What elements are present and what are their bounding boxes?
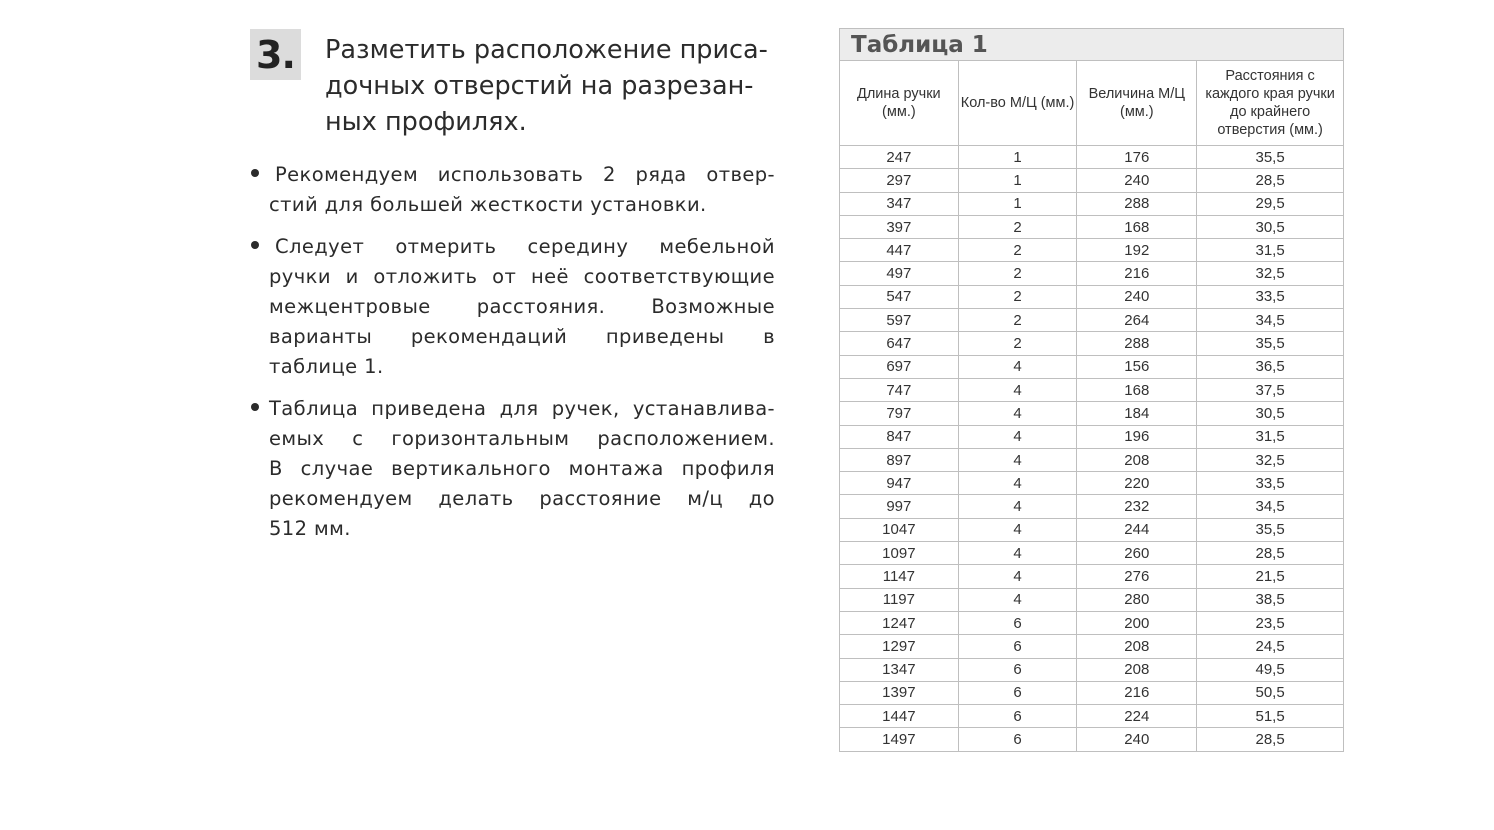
table-cell: 4 xyxy=(958,378,1077,401)
instruction-line: варианты рекомендаций приведены в xyxy=(269,325,775,348)
table-cell: 196 xyxy=(1077,425,1197,448)
instruction-item xyxy=(250,160,775,220)
bullet-dot-icon xyxy=(251,169,259,177)
table-header-row xyxy=(840,61,1344,146)
column-header: Величина М/Ц (мм.) xyxy=(1077,61,1197,146)
instruction-line: Рекомендуем использовать 2 ряда отвер- xyxy=(275,163,775,186)
table-row xyxy=(840,611,1344,634)
table-cell: 1147 xyxy=(840,565,959,588)
table-cell: 6 xyxy=(958,705,1077,728)
instruction-line: таблице 1. xyxy=(269,355,384,378)
table-cell: 176 xyxy=(1077,146,1197,169)
column-header: Расстояния с каждого края ручки до крайнего отверстия (мм.) xyxy=(1197,61,1344,146)
table-cell: 1247 xyxy=(840,611,959,634)
table-cell: 28,5 xyxy=(1197,169,1344,192)
table-cell: 1297 xyxy=(840,635,959,658)
table-cell: 497 xyxy=(840,262,959,285)
instruction-line: В случае вертикального монтажа профиля xyxy=(269,457,775,480)
instruction-line: Таблица приведена для ручек, устанавлива- xyxy=(269,397,775,420)
table-row xyxy=(840,565,1344,588)
table-cell: 38,5 xyxy=(1197,588,1344,611)
table-row xyxy=(840,239,1344,262)
table-row xyxy=(840,588,1344,611)
table-cell: 260 xyxy=(1077,542,1197,565)
table-cell: 847 xyxy=(840,425,959,448)
table-body xyxy=(840,146,1344,752)
table-cell: 192 xyxy=(1077,239,1197,262)
step-title xyxy=(325,32,775,140)
table-cell: 33,5 xyxy=(1197,285,1344,308)
instruction-line: Следует отмерить середину мебельной xyxy=(275,235,775,258)
table-cell: 184 xyxy=(1077,402,1197,425)
table-cell: 2 xyxy=(958,309,1077,332)
table-cell: 247 xyxy=(840,146,959,169)
table-row xyxy=(840,635,1344,658)
table-row xyxy=(840,215,1344,238)
instruction-item xyxy=(250,232,775,382)
instruction-line: межцентровые расстояния. Возможные xyxy=(269,295,775,318)
table-cell: 224 xyxy=(1077,705,1197,728)
table-cell: 200 xyxy=(1077,611,1197,634)
table-row xyxy=(840,146,1344,169)
table-cell: 4 xyxy=(958,355,1077,378)
table-cell: 240 xyxy=(1077,169,1197,192)
instruction-line: рекомендуем делать расстояние м/ц до xyxy=(269,487,775,510)
table-cell: 168 xyxy=(1077,378,1197,401)
table-cell: 1047 xyxy=(840,518,959,541)
table-cell: 35,5 xyxy=(1197,332,1344,355)
table-cell: 447 xyxy=(840,239,959,262)
table-caption: Таблица 1 xyxy=(840,29,1344,61)
table-row xyxy=(840,705,1344,728)
table-cell: 547 xyxy=(840,285,959,308)
table-cell: 288 xyxy=(1077,332,1197,355)
table-cell: 288 xyxy=(1077,192,1197,215)
table-cell: 28,5 xyxy=(1197,542,1344,565)
table-cell: 37,5 xyxy=(1197,378,1344,401)
table-cell: 51,5 xyxy=(1197,705,1344,728)
table-cell: 597 xyxy=(840,309,959,332)
table-cell: 6 xyxy=(958,728,1077,751)
table-cell: 897 xyxy=(840,448,959,471)
instruction-item xyxy=(250,394,775,544)
table-cell: 36,5 xyxy=(1197,355,1344,378)
table-cell: 21,5 xyxy=(1197,565,1344,588)
table-cell: 6 xyxy=(958,635,1077,658)
table-cell: 35,5 xyxy=(1197,146,1344,169)
step-title-line: ных профилях. xyxy=(325,107,527,137)
table-cell: 2 xyxy=(958,215,1077,238)
table-cell: 35,5 xyxy=(1197,518,1344,541)
table-row xyxy=(840,542,1344,565)
step-number-badge: 3. xyxy=(250,29,301,80)
bullet-dot-icon xyxy=(251,403,259,411)
table-cell: 31,5 xyxy=(1197,239,1344,262)
table-cell: 208 xyxy=(1077,658,1197,681)
table-cell: 6 xyxy=(958,658,1077,681)
table-cell: 240 xyxy=(1077,728,1197,751)
instruction-line: емых с горизонтальным расположением. xyxy=(269,427,775,450)
table-cell: 276 xyxy=(1077,565,1197,588)
table-cell: 28,5 xyxy=(1197,728,1344,751)
instruction-line: 512 мм. xyxy=(269,517,351,540)
table-cell: 23,5 xyxy=(1197,611,1344,634)
table-cell: 30,5 xyxy=(1197,215,1344,238)
table-cell: 1447 xyxy=(840,705,959,728)
table-cell: 347 xyxy=(840,192,959,215)
table-cell: 4 xyxy=(958,472,1077,495)
table-row xyxy=(840,378,1344,401)
table-cell: 32,5 xyxy=(1197,262,1344,285)
table-cell: 6 xyxy=(958,611,1077,634)
table-cell: 2 xyxy=(958,332,1077,355)
table-row xyxy=(840,658,1344,681)
table-cell: 32,5 xyxy=(1197,448,1344,471)
column-header: Кол-во М/Ц (мм.) xyxy=(958,61,1077,146)
table-cell: 49,5 xyxy=(1197,658,1344,681)
table-row xyxy=(840,495,1344,518)
table-row xyxy=(840,448,1344,471)
table-cell: 244 xyxy=(1077,518,1197,541)
table-cell: 4 xyxy=(958,495,1077,518)
table-cell: 34,5 xyxy=(1197,309,1344,332)
table-cell: 697 xyxy=(840,355,959,378)
table-cell: 240 xyxy=(1077,285,1197,308)
table-cell: 50,5 xyxy=(1197,681,1344,704)
table-row xyxy=(840,728,1344,751)
table-cell: 1197 xyxy=(840,588,959,611)
table-cell: 4 xyxy=(958,588,1077,611)
table-cell: 30,5 xyxy=(1197,402,1344,425)
table-row xyxy=(840,309,1344,332)
table-row xyxy=(840,192,1344,215)
table-cell: 1397 xyxy=(840,681,959,704)
table-cell: 6 xyxy=(958,681,1077,704)
table-cell: 997 xyxy=(840,495,959,518)
table-cell: 208 xyxy=(1077,448,1197,471)
table-cell: 1347 xyxy=(840,658,959,681)
table-cell: 4 xyxy=(958,402,1077,425)
table-cell: 232 xyxy=(1077,495,1197,518)
table-cell: 4 xyxy=(958,448,1077,471)
table-row xyxy=(840,518,1344,541)
table-cell: 34,5 xyxy=(1197,495,1344,518)
table-cell: 797 xyxy=(840,402,959,425)
table-cell: 1 xyxy=(958,169,1077,192)
table-row xyxy=(840,425,1344,448)
table-cell: 747 xyxy=(840,378,959,401)
table-row xyxy=(840,332,1344,355)
table-row xyxy=(840,402,1344,425)
table-cell: 1097 xyxy=(840,542,959,565)
table-cell: 297 xyxy=(840,169,959,192)
table-cell: 156 xyxy=(1077,355,1197,378)
table-cell: 397 xyxy=(840,215,959,238)
table-cell: 1497 xyxy=(840,728,959,751)
table-cell: 208 xyxy=(1077,635,1197,658)
table-cell: 33,5 xyxy=(1197,472,1344,495)
table-row xyxy=(840,472,1344,495)
table-cell: 2 xyxy=(958,285,1077,308)
table-cell: 1 xyxy=(958,146,1077,169)
table-cell: 216 xyxy=(1077,681,1197,704)
table-row xyxy=(840,681,1344,704)
table-cell: 216 xyxy=(1077,262,1197,285)
table-cell: 1 xyxy=(958,192,1077,215)
instruction-list xyxy=(250,160,775,556)
table-cell: 647 xyxy=(840,332,959,355)
table-cell: 947 xyxy=(840,472,959,495)
table-cell: 24,5 xyxy=(1197,635,1344,658)
table-row xyxy=(840,285,1344,308)
table-row xyxy=(840,355,1344,378)
table-cell: 29,5 xyxy=(1197,192,1344,215)
step-title-line: Разметить расположение приса- xyxy=(325,35,768,65)
table-cell: 4 xyxy=(958,565,1077,588)
table-cell: 168 xyxy=(1077,215,1197,238)
table-cell: 2 xyxy=(958,262,1077,285)
instruction-line: стий для большей жесткости установки. xyxy=(269,193,707,216)
table-cell: 264 xyxy=(1077,309,1197,332)
table-cell: 2 xyxy=(958,239,1077,262)
instruction-line: ручки и отложить от неё соответствующие xyxy=(269,265,775,288)
handle-spacing-table xyxy=(839,28,1344,752)
step-title-line: дочных отверстий на разрезан- xyxy=(325,71,754,101)
table-cell: 280 xyxy=(1077,588,1197,611)
table-cell: 4 xyxy=(958,518,1077,541)
table-cell: 4 xyxy=(958,425,1077,448)
table-cell: 31,5 xyxy=(1197,425,1344,448)
table-cell: 4 xyxy=(958,542,1077,565)
table-row xyxy=(840,262,1344,285)
table-row xyxy=(840,169,1344,192)
bullet-dot-icon xyxy=(251,241,259,249)
column-header: Длина ручки (мм.) xyxy=(840,61,959,146)
table-cell: 220 xyxy=(1077,472,1197,495)
